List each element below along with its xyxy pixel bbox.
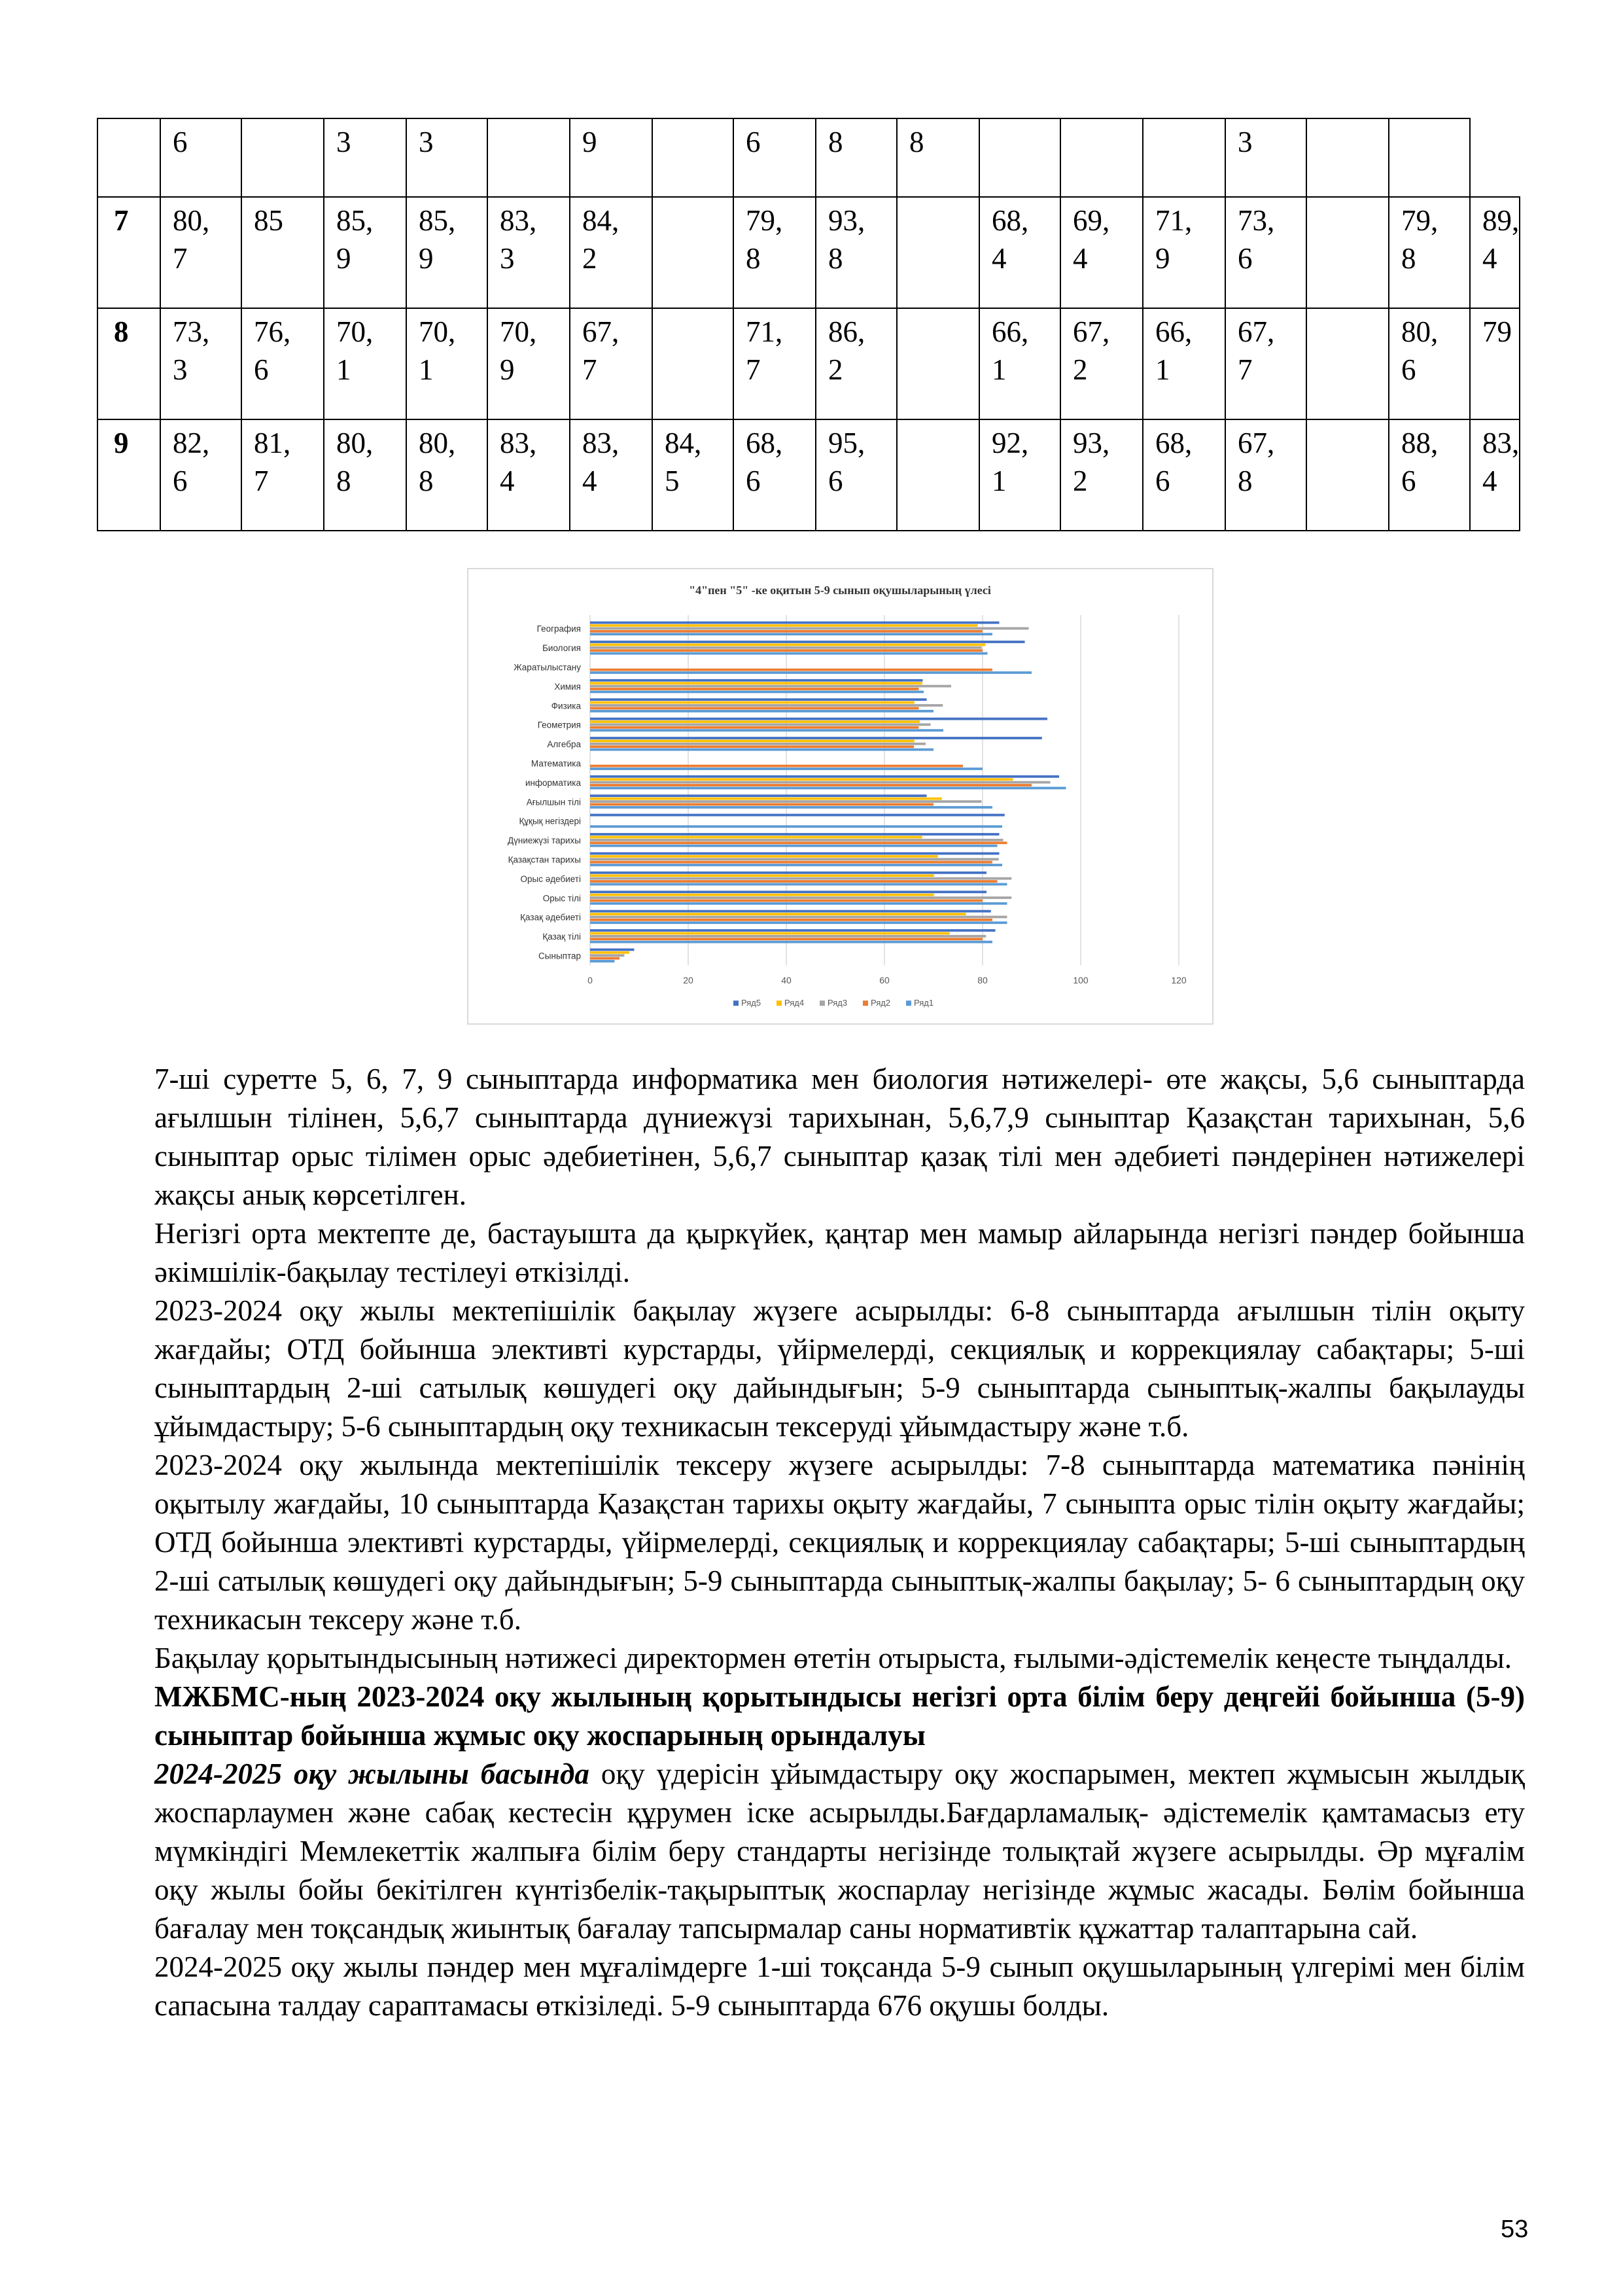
table-cell: 79, 8 <box>1389 197 1470 308</box>
table-cell: 80, 7 <box>160 197 241 308</box>
table-cell: 84, 5 <box>652 419 733 531</box>
bar <box>590 737 1042 739</box>
legend-label: Ряд1 <box>914 998 934 1008</box>
bar <box>590 954 625 957</box>
bar <box>590 644 986 646</box>
x-tick-label: 80 <box>977 975 988 986</box>
table-row <box>97 118 1520 197</box>
table-cell <box>897 419 979 531</box>
table-cell: 83, 4 <box>1470 419 1520 531</box>
table-cell: 93, 8 <box>816 197 897 308</box>
bar <box>590 704 943 707</box>
table-cell: 9 <box>570 118 652 197</box>
bar <box>590 932 950 935</box>
bar <box>590 798 942 800</box>
category-label: География <box>536 624 581 634</box>
table-cell: 80, 8 <box>406 419 487 531</box>
category-label: Орыс тілі <box>542 893 581 904</box>
table-cell: 67, 7 <box>570 308 652 419</box>
row-label: 8 <box>97 308 160 419</box>
table-cell: 80, 6 <box>1389 308 1470 419</box>
bar <box>590 718 1047 720</box>
paragraph-3: 2023-2024 оқу жылы мектепішілік бақылау жүзеге асырылды: 6-8 сыныптарда ағылшын тілін оқыту жағдайы; ОТД бойынша элективті курстарды, үйірмелерді, секциялық и коррекциялау сабақтары; 5-ші сыныптардың 2-ші сатылық көшудегі оқу дайындығын; 5-9 сыныптарда сыныптық-жалпы бақылауды ұйымдастыру; 5-6 сыныптардың оқу техникасын тексеруді ұйымдастыру және т.б. <box>154 1294 1525 1443</box>
table-cell: 71, 9 <box>1143 197 1225 308</box>
bar <box>590 941 992 944</box>
bar <box>590 864 1002 866</box>
bar <box>590 784 1032 786</box>
bar <box>590 745 914 748</box>
bar <box>590 900 983 902</box>
table-cell <box>241 118 324 197</box>
bar <box>590 957 620 960</box>
bar <box>590 929 996 932</box>
legend-label: Ряд4 <box>784 998 805 1008</box>
table-cell <box>897 308 979 419</box>
bar <box>590 729 943 732</box>
bar <box>590 800 982 803</box>
table-cell: 81, 7 <box>241 419 324 531</box>
bar <box>590 671 1032 674</box>
table-cell: 83, 4 <box>570 419 652 531</box>
bar <box>590 630 983 633</box>
category-label: Геометрия <box>537 720 581 730</box>
bar <box>590 794 927 797</box>
bar-chart <box>468 569 1212 1023</box>
table-cell: 89, 4 <box>1470 197 1520 308</box>
table-cell <box>652 308 733 419</box>
x-tick-label: 0 <box>587 975 593 986</box>
table-cell <box>1306 197 1389 308</box>
table-row <box>97 308 1520 419</box>
legend-swatch <box>733 1000 739 1006</box>
table-cell <box>652 197 733 308</box>
bar <box>590 691 924 694</box>
table-cell <box>897 197 979 308</box>
bar <box>590 624 978 627</box>
table-cell <box>1306 419 1389 531</box>
table-cell: 66, 1 <box>979 308 1060 419</box>
table-row <box>97 419 1520 531</box>
category-label: Сыныптар <box>538 951 581 961</box>
bar <box>590 874 934 877</box>
bar <box>590 679 923 682</box>
table-cell: 3 <box>1225 118 1306 197</box>
table-cell: 68, 6 <box>733 419 816 531</box>
table-cell: 70, 1 <box>324 308 406 419</box>
table-cell: 92, 1 <box>979 419 1060 531</box>
table-cell: 86, 2 <box>816 308 897 419</box>
bar <box>590 775 1059 778</box>
bar <box>590 902 1007 905</box>
bar <box>590 740 915 743</box>
table-cell: 82, 6 <box>160 419 241 531</box>
chart-container <box>467 568 1213 1025</box>
bar <box>590 938 983 940</box>
bar <box>590 872 986 874</box>
table-cell <box>1306 118 1389 197</box>
bar <box>590 836 922 839</box>
bar <box>590 916 1007 919</box>
bar <box>590 891 986 893</box>
grades-table <box>97 118 1520 531</box>
page-number: 53 <box>1501 2216 1529 2243</box>
bar <box>590 646 982 649</box>
table-cell: 70, 9 <box>487 308 570 419</box>
table-row <box>97 197 1520 308</box>
x-tick-label: 60 <box>879 975 890 986</box>
category-label: Дүниежүзі тарихы <box>507 836 581 846</box>
bar <box>590 880 998 883</box>
table-cell: 79, 8 <box>733 197 816 308</box>
category-label: Физика <box>551 701 581 711</box>
paragraph-7: 2024-2025 оқу жылы пәндер мен мұғалімдерге 1-ші тоқсанда 5-9 сынып оқушыларының үлгерімі мен білім сапасына талдау сараптамасы өткізіледі. 5-9 сыныптарда 676 оқушы болды. <box>154 1951 1525 2022</box>
bar <box>590 652 988 655</box>
table-cell: 85, 9 <box>406 197 487 308</box>
bar <box>590 688 919 690</box>
bar <box>590 633 992 635</box>
bar <box>590 910 991 913</box>
table-cell: 8 <box>897 118 979 197</box>
legend-swatch <box>863 1000 868 1006</box>
body-text <box>154 1060 1525 2025</box>
table-cell <box>1306 308 1389 419</box>
table-cell: 70, 1 <box>406 308 487 419</box>
table-cell <box>1143 118 1225 197</box>
bar <box>590 951 629 954</box>
bar <box>590 894 934 896</box>
paragraph-2: Негізгі орта мектепте де, бастауышта да қыркүйек, қаңтар мен мамыр айларында негізгі пәндер бойынша әкімшілік-бақылау тестілеуі өткізілді. <box>154 1217 1525 1288</box>
table-cell <box>652 118 733 197</box>
bar <box>590 701 915 704</box>
category-label: информатика <box>525 777 581 788</box>
legend-swatch <box>820 1000 825 1006</box>
bar <box>590 855 938 858</box>
table-cell: 83, 4 <box>487 419 570 531</box>
category-label: Қазақстан тарихы <box>508 855 581 865</box>
legend-label: Ряд3 <box>828 998 848 1008</box>
table-cell: 66, 1 <box>1143 308 1225 419</box>
table-cell: 88, 6 <box>1389 419 1470 531</box>
bar <box>590 845 998 847</box>
table-cell <box>487 118 570 197</box>
table-cell: 67, 7 <box>1225 308 1306 419</box>
table-cell: 73, 6 <box>1225 197 1306 308</box>
table-cell <box>1060 118 1143 197</box>
row-label: 9 <box>97 419 160 531</box>
x-tick-label: 120 <box>1171 975 1187 986</box>
bar <box>590 825 1002 828</box>
paragraph-6-lead: 2024-2025 оқу жылыны басында <box>154 1757 589 1790</box>
paragraph-4: 2023-2024 оқу жылында мектепішілік тексеру жүзеге асырылды: 7-8 сыныптарда математика пәнінің оқытылу жағдайы, 10 сыныптарда Қазақстан тарихы оқыту жағдайы, 7 сыныпта орыс тілін оқыту жағдайы; ОТД бойынша элективті курстарды, үйірмелерді, секциялық и коррекциялау сабақтары; 5-ші сыныптардың 2-ші сатылық көшудегі оқу дайындығын; 5-9 сыныптарда сыныптық-жалпы бақылау; 5- 6 сыныптардың оқу техникасын тексеру және т.б. <box>154 1449 1525 1636</box>
table-cell: 83, 3 <box>487 197 570 308</box>
bar <box>590 913 966 915</box>
bar <box>590 814 1005 817</box>
bar <box>590 919 992 921</box>
x-tick-label: 100 <box>1073 975 1089 986</box>
bar <box>590 622 1000 624</box>
bar <box>590 921 1007 924</box>
row-label <box>97 118 160 197</box>
table-cell: 68, 4 <box>979 197 1060 308</box>
table-cell: 71, 7 <box>733 308 816 419</box>
table-cell: 85, 9 <box>324 197 406 308</box>
bar <box>590 627 1029 630</box>
category-label: Алгебра <box>547 739 581 750</box>
bar <box>590 698 927 701</box>
paragraph-6-rest: оқу үдерісін ұйымдастыру оқу жоспарымен, мектеп жұмысын жылдық жоспарлаумен және сабақ кестесін құрумен іске асырылды.Бағдарламалық- әдістемелік қамтамасыз ету мүмкіндігі Мемлекеттік жалпыға білім беру стандарты негізінде толықтай жүзеге асырылды. Әр мұғалім оқу жылы бойы бекітілген күнтізбелік-тақырыптық жоспарлау негізінде жұмыс жасады. Бөлім бойынша бағалау мен тоқсандық жиынтық бағалау тапсырмалар саны нормативтік құжаттар талаптарына сай. <box>154 1757 1525 1945</box>
bar <box>590 682 922 684</box>
category-label: Құқық негіздері <box>519 816 581 826</box>
table-cell: 95, 6 <box>816 419 897 531</box>
bar <box>590 804 934 806</box>
table-cell: 93, 2 <box>1060 419 1143 531</box>
bar <box>590 896 1011 899</box>
table-cell: 84, 2 <box>570 197 652 308</box>
table-cell: 79 <box>1470 308 1520 419</box>
table-cell: 6 <box>733 118 816 197</box>
bar <box>590 935 986 938</box>
table-cell: 6 <box>160 118 241 197</box>
bar <box>590 833 1000 836</box>
category-label: Химия <box>554 681 581 692</box>
bar <box>590 669 992 671</box>
bar <box>590 743 926 745</box>
category-label: Математика <box>531 758 581 769</box>
chart-title: "4"пен "5" -ке оқитын 5-9 сынып оқушыларының үлесі <box>689 584 991 597</box>
bar <box>590 720 920 723</box>
legend-swatch <box>777 1000 782 1006</box>
bar <box>590 787 1066 790</box>
bar <box>590 768 983 770</box>
bar <box>590 726 919 729</box>
bar <box>590 960 615 963</box>
table-cell: 68, 6 <box>1143 419 1225 531</box>
table-cell: 8 <box>816 118 897 197</box>
section-heading: МЖБМС-ның 2023-2024 оқу жылының қорытындысы негізгі орта білім беру деңгейі бойынша (5-9) сыныптар бойынша жұмыс оқу жоспарының орындалуы <box>154 1680 1525 1752</box>
category-label: Орыс әдебиеті <box>520 874 581 884</box>
bar <box>590 778 1013 781</box>
bar <box>590 649 983 652</box>
table-cell: 3 <box>324 118 406 197</box>
table-cell: 73, 3 <box>160 308 241 419</box>
legend-label: Ряд5 <box>741 998 761 1008</box>
bar <box>590 949 635 951</box>
paragraph-5: Бақылау қорытындысының нәтижесі директормен өтетін отырыста, ғылыми-әдістемелік кеңесте тыңдалды. <box>154 1642 1512 1674</box>
bar <box>590 877 1011 880</box>
table-cell: 80, 8 <box>324 419 406 531</box>
category-label: Жаратылыстану <box>514 662 581 673</box>
paragraph-6 <box>154 1755 1525 1948</box>
x-tick-label: 40 <box>781 975 792 986</box>
table-cell: 76, 6 <box>241 308 324 419</box>
bar <box>590 765 963 768</box>
paragraph-1: 7-ші суретте 5, 6, 7, 9 сыныптарда информатика мен биология нәтижелері- өте жақсы, 5,6 сыныптарда ағылшын тілінен, 5,6,7 сыныптарда дүниежүзі тарихынан, 5,6,7,9 сыныптар Қазақстан тарихынан, 5,6 сыныптар орыс тілімен орыс әдебиетінен, 5,6,7 сыныптар қазақ тілі мен әдебиеті пәндерінен нәтижелері жақсы анық көрсетілген. <box>154 1063 1525 1211</box>
bar <box>590 724 931 726</box>
category-label: Қазақ әдебиеті <box>520 912 581 923</box>
bar <box>590 707 919 710</box>
bar <box>590 841 1007 844</box>
bar <box>590 861 992 864</box>
row-label: 7 <box>97 197 160 308</box>
category-label: Биология <box>542 643 581 654</box>
table-cell: 3 <box>406 118 487 197</box>
table-cell: 85 <box>241 197 324 308</box>
table-cell <box>1389 118 1470 197</box>
category-label: Қазақ тілі <box>542 932 581 942</box>
bar <box>590 749 934 751</box>
bar <box>590 883 1007 886</box>
table-cell: 67, 2 <box>1060 308 1143 419</box>
bar <box>590 685 951 688</box>
legend-label: Ряд2 <box>871 998 891 1008</box>
table-cell: 67, 8 <box>1225 419 1306 531</box>
bar <box>590 858 999 860</box>
bar <box>590 839 1003 841</box>
bar <box>590 710 934 713</box>
bar <box>590 806 992 809</box>
table-cell <box>979 118 1060 197</box>
bar <box>590 781 1051 784</box>
legend-swatch <box>906 1000 911 1006</box>
x-tick-label: 20 <box>683 975 693 986</box>
bar <box>590 853 1000 855</box>
category-label: Ағылшын тілі <box>526 797 581 807</box>
bar <box>590 641 1025 643</box>
table-cell: 69, 4 <box>1060 197 1143 308</box>
